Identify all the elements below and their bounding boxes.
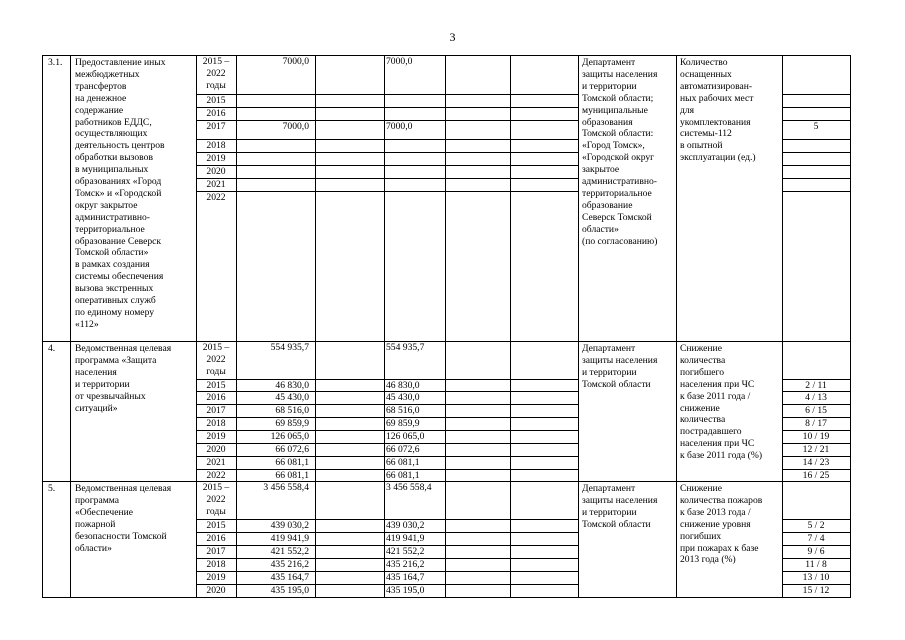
page-number: 3 (449, 30, 456, 44)
total-amount: 66 072,6 (275, 444, 309, 455)
column-divider (384, 55, 385, 342)
year-label: 2021 (206, 179, 226, 190)
target-value: 4 / 13 (805, 392, 827, 403)
year-label: 2019 (206, 431, 226, 442)
indicator-line: к базе 2011 года (%) (680, 450, 763, 462)
program-name-line: программа (75, 494, 120, 506)
program-name-line: Ведомственная целевая (75, 343, 172, 354)
program-name-line: в муниципальных (75, 164, 149, 176)
program-name-line: деятельность центров (75, 140, 165, 152)
year-label: 2017 (206, 546, 226, 557)
row-number: 4. (48, 343, 56, 354)
program-name-line: области» (75, 542, 112, 554)
executor-line: Томской области: (582, 128, 654, 140)
year-label: 2022 (206, 470, 226, 481)
column-divider (42, 55, 43, 342)
program-name-line: и территории (75, 378, 130, 390)
program-name-line: программа «Защита (75, 354, 157, 366)
program-name-line: безопасности Томской (75, 530, 167, 542)
year-label: 2020 (206, 444, 226, 455)
column-divider (578, 481, 579, 598)
indicator-line: ных рабочих мест (680, 92, 754, 104)
year-row-divider (196, 178, 578, 179)
column-divider (196, 341, 197, 482)
total-amount: 7000,0 (282, 121, 309, 132)
program-name-line: административно- (75, 211, 150, 223)
budget-amount: 439 030,2 (386, 520, 425, 531)
year-label: 2020 (206, 585, 226, 596)
program-name-line: системы обеспечения (75, 271, 164, 283)
executor-line: территориальное (582, 187, 652, 199)
column-divider (850, 55, 851, 342)
executor-line: закрытое (582, 164, 620, 176)
column-divider (676, 341, 677, 482)
indicator-line: к базе 2013 года / (680, 506, 751, 518)
budget-amount: 435 216,2 (386, 559, 425, 570)
column-divider (850, 341, 851, 482)
column-divider (70, 55, 71, 342)
column-divider (236, 481, 237, 598)
executor-line: Северск Томской (582, 211, 652, 223)
program-name-line: работников ЕДДС, (75, 116, 152, 128)
year-label: 2016 (206, 533, 226, 544)
year-label: годы (206, 365, 226, 377)
executor-line: Томской области (582, 378, 651, 390)
column-divider (578, 55, 579, 342)
executor-line: и территории (582, 366, 637, 378)
year-label: 2017 (206, 405, 226, 416)
target-row-divider (782, 139, 850, 140)
column-divider (70, 481, 71, 598)
executor-line: Томской области (582, 518, 651, 530)
target-value: 15 / 12 (802, 585, 830, 596)
year-label: 2022 (206, 493, 226, 505)
budget-amount: 7000,0 (386, 56, 413, 67)
column-divider (236, 341, 237, 482)
target-value: 11 / 8 (805, 559, 827, 570)
indicator-line: при пожарах к базе (680, 542, 759, 554)
target-value: 13 / 10 (802, 572, 830, 583)
program-name-line: округ закрытое (75, 199, 138, 211)
total-amount: 439 030,2 (270, 520, 309, 531)
row-border (42, 597, 851, 598)
year-row-divider (196, 191, 578, 192)
column-divider (384, 341, 385, 482)
row-number: 3.1. (48, 57, 63, 68)
column-divider (384, 481, 385, 598)
year-label: 2015 – (202, 342, 230, 353)
budget-amount: 45 430,0 (386, 392, 420, 403)
column-divider (315, 341, 316, 482)
year-label: 2020 (206, 166, 226, 177)
total-amount: 3 456 558,4 (263, 482, 309, 493)
total-amount: 126 065,0 (270, 431, 309, 442)
year-row-divider (196, 107, 578, 108)
program-name-line: вызова экстренных (75, 283, 154, 295)
budget-amount: 68 516,0 (386, 405, 420, 416)
column-divider (578, 341, 579, 482)
program-name-line: по единому номеру (75, 306, 155, 318)
program-name-line: Ведомственная целевая (75, 483, 172, 494)
program-name-line: оперативных служб (75, 295, 156, 306)
indicator-line: в опытной (680, 140, 723, 152)
column-divider (445, 55, 446, 342)
year-label: 2015 (206, 380, 226, 391)
budget-amount: 3 456 558,4 (386, 482, 432, 493)
year-label: 2015 – (202, 56, 230, 67)
target-value: 2 / 11 (805, 380, 827, 391)
year-label: 2018 (206, 140, 226, 151)
executor-line: Департамент (582, 343, 636, 354)
target-row-divider (782, 165, 850, 166)
year-row-divider (196, 94, 578, 95)
executor-line: Департамент (582, 483, 636, 494)
total-amount: 69 859,9 (275, 418, 309, 429)
year-label: 2018 (206, 559, 226, 570)
budget-amount: 435 195,0 (386, 585, 425, 596)
indicator-line: 2013 года (%) (680, 554, 736, 566)
target-value: 16 / 25 (802, 470, 830, 481)
column-divider (782, 55, 783, 342)
indicator-line: погибших (680, 530, 722, 542)
year-label: 2015 – (202, 482, 230, 493)
year-label: годы (206, 505, 226, 517)
year-label: 2022 (206, 353, 226, 365)
program-name-line: Томской области» (75, 247, 149, 259)
executor-line: и территории (582, 80, 637, 92)
target-value: 14 / 23 (802, 457, 830, 468)
budget-amount: 126 065,0 (386, 431, 425, 442)
indicator-line: населения при ЧС (680, 378, 755, 390)
column-divider (196, 55, 197, 342)
target-value: 6 / 15 (805, 405, 827, 416)
total-amount: 46 830,0 (275, 380, 309, 391)
total-amount: 435 195,0 (270, 585, 309, 596)
indicator-line: пострадавшего (680, 426, 742, 438)
program-name-line: на денежное (75, 92, 127, 104)
column-divider (676, 55, 677, 342)
indicator-line: укомплектования (680, 116, 751, 128)
year-label: 2019 (206, 153, 226, 164)
indicator-line: к базе 2011 года / (680, 390, 751, 402)
executor-line: защиты населения (582, 494, 658, 506)
column-divider (70, 341, 71, 482)
column-divider (782, 481, 783, 598)
indicator-line: системы-112 (680, 128, 732, 140)
column-divider (782, 341, 783, 482)
target-value: 5 (813, 121, 819, 132)
indicator-line: населения при ЧС (680, 438, 755, 450)
indicator-line: количества (680, 354, 726, 366)
year-label: 2016 (206, 392, 226, 403)
indicator-line: снижение уровня (680, 518, 751, 530)
budget-amount: 421 552,2 (386, 546, 425, 557)
program-name-line: пожарной (75, 518, 116, 530)
budget-amount: 66 081,1 (386, 470, 420, 481)
budget-amount: 419 941,9 (386, 533, 425, 544)
target-value: 10 / 19 (802, 431, 830, 442)
indicator-line: снижение (680, 402, 720, 414)
total-amount: 554 935,7 (270, 342, 309, 353)
program-name-line: трансфертов (75, 80, 127, 92)
executor-line: образование (582, 199, 633, 211)
executor-line: муниципальные (582, 104, 648, 116)
column-divider (510, 341, 511, 482)
column-divider (510, 481, 511, 598)
program-name-line: образование Северск (75, 235, 162, 247)
indicator-line: Количество (680, 57, 728, 68)
year-row-divider (196, 152, 578, 153)
row-number: 5. (48, 483, 56, 494)
target-row-divider (782, 178, 850, 179)
column-divider (42, 341, 43, 482)
target-row-divider (782, 191, 850, 192)
program-name-line: Томск» и «Городской (75, 187, 162, 199)
budget-amount: 66 072,6 (386, 444, 420, 455)
column-divider (315, 55, 316, 342)
indicator-line: погибшего (680, 366, 725, 378)
column-divider (42, 481, 43, 598)
program-name-line: осуществляющих (75, 128, 148, 140)
program-name-line: в рамках создания (75, 259, 150, 271)
indicator-line: оснащенных (680, 68, 732, 80)
budget-amount: 7000,0 (386, 121, 413, 132)
budget-amount: 46 830,0 (386, 380, 420, 391)
year-label: 2019 (206, 572, 226, 583)
year-label: 2015 (206, 95, 226, 106)
executor-line: (по согласованию) (582, 235, 658, 247)
executor-line: Департамент (582, 57, 636, 68)
executor-line: области» (582, 223, 619, 235)
executor-line: защиты населения (582, 354, 658, 366)
column-divider (236, 55, 237, 342)
indicator-line: количества пожаров (680, 494, 763, 506)
program-name-line: «112» (75, 318, 99, 330)
column-divider (315, 481, 316, 598)
year-label: 2022 (206, 192, 226, 203)
total-amount: 419 941,9 (270, 533, 309, 544)
program-name-line: ситуаций» (75, 402, 118, 414)
indicator-line: для (680, 104, 695, 116)
executor-line: защиты населения (582, 68, 658, 80)
indicator-line: Снижение (680, 483, 722, 494)
executor-line: «Городской округ (582, 152, 655, 164)
total-amount: 435 164,7 (270, 572, 309, 583)
total-amount: 66 081,1 (275, 470, 309, 481)
year-label: 2017 (206, 121, 226, 132)
target-value: 12 / 21 (802, 444, 830, 455)
budget-amount: 554 935,7 (386, 342, 425, 353)
target-value: 5 / 2 (807, 520, 825, 531)
total-amount: 66 081,1 (275, 457, 309, 468)
executor-line: Томской области; (582, 92, 654, 104)
target-row-divider (782, 94, 850, 95)
column-divider (196, 481, 197, 598)
executor-line: административно- (582, 176, 657, 187)
total-amount: 421 552,2 (270, 546, 309, 557)
total-amount: 435 216,2 (270, 559, 309, 570)
program-name-line: от чрезвычайных (75, 390, 146, 402)
column-divider (510, 55, 511, 342)
year-label: 2021 (206, 457, 226, 468)
program-name-line: территориальное (75, 223, 145, 235)
indicator-line: количества (680, 414, 726, 426)
total-amount: 7000,0 (282, 56, 309, 67)
year-label: 2015 (206, 520, 226, 531)
year-label: годы (206, 79, 226, 91)
executor-line: и территории (582, 506, 637, 518)
executor-line: «Город Томск», (582, 140, 645, 152)
program-name-line: населения (75, 366, 117, 378)
program-name-line: Предоставление иных (75, 57, 166, 68)
program-name-line: обработки вызовов (75, 152, 153, 164)
target-row-divider (782, 107, 850, 108)
target-row-divider (782, 152, 850, 153)
column-divider (676, 481, 677, 598)
program-name-line: образованиях «Город (75, 176, 162, 187)
year-row-divider (196, 139, 578, 140)
budget-amount: 66 081,1 (386, 457, 420, 468)
total-amount: 68 516,0 (275, 405, 309, 416)
year-row-divider (196, 165, 578, 166)
indicator-line: Снижение (680, 343, 722, 354)
budget-amount: 69 859,9 (386, 418, 420, 429)
program-name-line: содержание (75, 104, 124, 116)
executor-line: образования (582, 116, 633, 128)
year-label: 2022 (206, 67, 226, 79)
target-value: 8 / 17 (805, 418, 827, 429)
target-value: 7 / 4 (807, 533, 825, 544)
column-divider (850, 481, 851, 598)
indicator-line: эксплуатации (ед.) (680, 152, 756, 164)
program-name-line: «Обеспечение (75, 506, 133, 518)
program-name-line: межбюджетных (75, 68, 140, 80)
year-label: 2018 (206, 418, 226, 429)
year-label: 2016 (206, 108, 226, 119)
total-amount: 45 430,0 (275, 392, 309, 403)
target-value: 9 / 6 (807, 546, 825, 557)
budget-amount: 435 164,7 (386, 572, 425, 583)
indicator-line: автоматизирован- (680, 80, 753, 92)
